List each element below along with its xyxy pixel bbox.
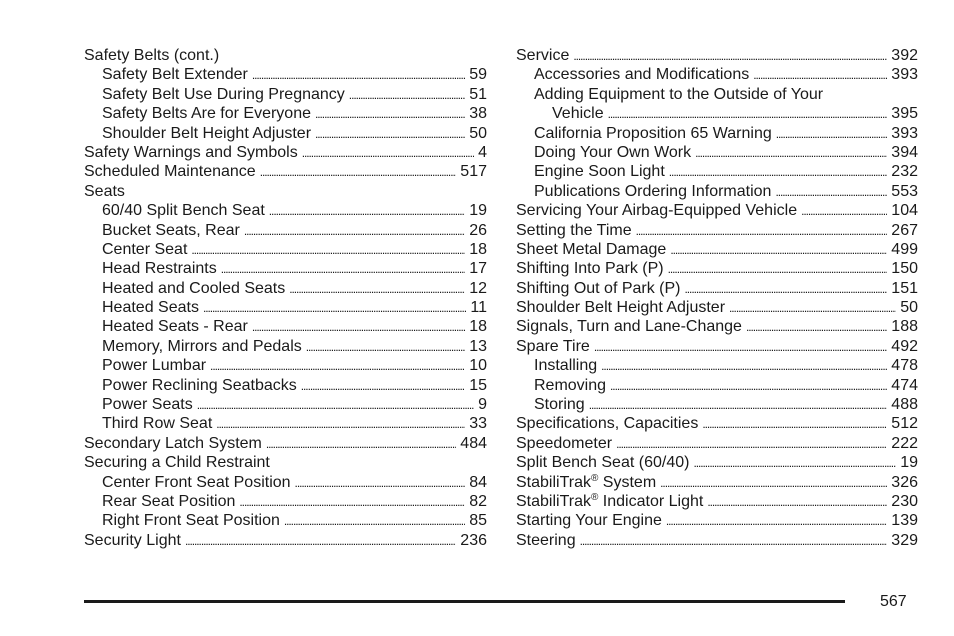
index-term [516,492,703,511]
index-term-text: Heated and Cooled Seats [102,279,286,297]
index-term [516,259,664,278]
index-heading: Seats [84,182,125,200]
index-page-number: 512 [891,415,918,433]
index-entry [516,124,918,143]
index-term [102,104,311,123]
index-page-number: 499 [891,240,918,258]
index-entry [84,162,487,181]
index-term [102,298,199,317]
index-entry [516,317,918,336]
index-page-number: 392 [891,47,918,64]
dot-leader [221,259,465,279]
index-page-number: 50 [900,299,918,317]
index-term [516,279,681,298]
index-entry [516,511,918,530]
index-term [516,337,590,356]
index-term-text: Sheet Metal Damage [516,240,667,258]
index-term-text: StabiliTrak [516,492,591,510]
index-term-text: Steering [516,531,576,549]
index-page-number: 267 [891,221,918,239]
index-entry [516,356,918,375]
index-term [102,201,265,220]
index-entry [84,376,487,395]
dot-leader [594,337,887,357]
index-page-number: 151 [891,279,918,297]
index-term [102,395,193,414]
index-entry [516,376,918,395]
index-term-text: Engine Soon Light [534,163,665,181]
index-entry [516,240,918,259]
dot-leader [301,376,465,396]
index-page-number: 15 [469,376,487,394]
index-term-text: Doing Your Own Work [534,143,692,161]
index-term-text: Accessories and Modifications [534,66,750,84]
index-entry [84,259,487,278]
index-term [102,473,291,492]
index-page-number: 104 [891,202,918,220]
index-page-number: 474 [891,376,918,394]
index-entry [516,259,918,278]
index-term-text: Storing [534,396,585,414]
index-term-text: Shoulder Belt Height Adjuster [102,124,312,142]
index-term [102,317,248,336]
dot-leader [753,65,887,85]
index-page-number: 488 [891,396,918,414]
index-entry [84,337,487,356]
index-entry [84,104,487,123]
index-term-text: Safety Belt Extender [102,66,248,84]
index-page-number: 222 [891,434,918,452]
dot-leader [573,46,887,66]
dot-leader [670,240,887,260]
dot-leader [216,414,465,434]
index-entry [516,298,918,317]
index-column-left [84,46,487,550]
index-term-text: Secondary Latch System [84,434,262,452]
dot-leader [668,259,888,279]
dot-leader [610,376,887,396]
index-page-number: 4 [478,143,487,161]
index-page-number: 17 [469,260,487,278]
index-page-number: 150 [891,260,918,278]
index-page-number: 553 [891,182,918,200]
index-term [516,201,797,220]
index-page-number: 11 [470,299,487,317]
index-term-text: Head Restraints [102,260,217,278]
index-page-number: 395 [891,105,918,123]
index-term-text: Shifting Out of Park (P) [516,279,681,297]
index-page-number: 19 [469,202,487,220]
index-term-text: Spare Tire [516,337,590,355]
dot-leader [746,317,887,337]
dot-leader [580,531,888,551]
index-entry [516,531,918,550]
index-page-number: 38 [469,105,487,123]
index-entry [84,395,487,414]
index-entry [84,85,487,104]
index-entry [84,531,487,550]
index-page-number: 492 [891,337,918,355]
index-term [516,221,632,240]
index-term-text: Shoulder Belt Height Adjuster [516,299,726,317]
dot-leader [269,201,465,221]
index-page-number: 85 [469,512,487,530]
index-term [84,434,262,453]
index-term-text: Signals, Turn and Lane-Change [516,318,742,336]
index-page-number: 484 [460,434,487,452]
index-page-number: 18 [469,318,487,336]
index-term [102,511,280,530]
index-term [534,162,665,181]
dot-leader [601,356,887,376]
index-term [102,259,217,278]
index-entry [516,414,918,433]
index-term [102,124,311,143]
index-entry [516,201,918,220]
index-term-text: Shifting Into Park (P) [516,260,664,278]
index-term-text: Power Lumbar [102,357,207,375]
index-entry [84,511,487,530]
index-page-number: 139 [891,512,918,530]
index-entry [516,46,918,65]
index-term-text: Specifications, Capacities [516,415,699,433]
index-page-number: 33 [469,415,487,433]
dot-leader [729,298,896,318]
index-term-text: Vehicle [552,105,604,123]
index-term [102,414,212,433]
index-page-number: 478 [891,357,918,375]
index-entry [516,143,918,162]
index-term-text: Split Bench Seat (60/40) [516,454,690,472]
index-term [516,434,612,453]
index-term-text: California Proposition 65 Warning [534,124,772,142]
index-page-number: 19 [900,454,918,472]
index-term-text: Installing [534,357,598,375]
index-term [516,473,656,492]
index-term-text: Setting the Time [516,221,632,239]
index-term-text: Publications Ordering Information [534,182,772,200]
index-entry [84,143,487,162]
dot-leader [616,434,887,454]
index-entry [84,317,487,336]
index-term [516,240,666,259]
index-heading: Adding Equipment to the Outside of Your [534,85,824,103]
index-entry [516,65,918,84]
index-page-number: 329 [891,531,918,549]
dot-leader [685,279,888,299]
index-term [102,337,302,356]
index-term [534,182,771,201]
index-term [534,143,691,162]
registered-mark: ® [590,472,599,484]
index-term-text: Safety Belt Use During Pregnancy [102,85,345,103]
index-heading: Securing a Child Restraint [84,454,270,472]
index-entry [84,473,487,492]
dot-leader [239,492,465,512]
index-term-text: 60/40 Split Bench Seat [102,202,265,220]
index-term [516,453,689,472]
index-term [102,356,206,375]
index-entry [516,473,918,492]
index-term-text: Security Light [84,531,181,549]
dot-leader [636,221,888,241]
index-entry [516,395,918,414]
index-page-number: 50 [469,124,487,142]
dot-leader [660,473,887,493]
index-term [516,46,569,65]
dot-leader [702,414,887,434]
index-term [534,395,585,414]
registered-mark: ® [590,491,599,503]
dot-leader [707,492,887,512]
page-number: 567 [880,593,907,610]
dot-leader [252,65,465,85]
index-page-number: 326 [891,473,918,491]
dot-leader [315,124,465,144]
index-term-text: Right Front Seat Position [102,512,280,530]
dot-leader [203,298,466,318]
index-entry [84,240,487,259]
index-entry [516,492,918,511]
index-page-number: 26 [469,221,487,239]
index-heading: Safety Belts (cont.) [84,47,220,64]
index-entry [84,414,487,433]
index-page-number: 9 [478,396,487,414]
dot-leader [260,162,457,182]
index-entry [516,337,918,356]
index-term-text: Bucket Seats, Rear [102,221,240,239]
index-page-number: 236 [460,531,487,549]
dot-leader [306,337,465,357]
index-entry [84,298,487,317]
dot-leader [302,143,474,163]
index-page-number: 82 [469,492,487,510]
index-entry [516,453,918,472]
index-term-text: Third Row Seat [102,415,213,433]
index-term [552,104,604,123]
index-term-text: Heated Seats [102,299,199,317]
dot-leader [284,511,465,531]
index-term-text: Power Reclining Seatbacks [102,376,297,394]
dot-leader [666,511,887,531]
index-page-number: 393 [891,66,918,84]
index-entry [84,492,487,511]
index-term-text: Safety Warnings and Symbols [84,143,298,161]
dot-leader [197,395,474,415]
dot-leader [295,473,466,493]
index-term [84,531,181,550]
index-term-text: Rear Seat Position [102,492,236,510]
index-term [516,414,698,433]
index-entry [84,356,487,375]
index-term [534,356,597,375]
dot-leader [266,434,456,454]
index-term [534,376,606,395]
dot-leader [589,395,888,415]
index-term [102,492,235,511]
index-page-number: 84 [469,473,487,491]
index-term [84,143,298,162]
index-term [102,85,345,104]
index-term-text: Safety Belts Are for Everyone [102,105,311,123]
index-page-number: 18 [469,240,487,258]
index-term-text: Service [516,47,570,64]
dot-leader [693,453,896,473]
index-term [534,124,772,143]
index-term [102,376,297,395]
index-entry [84,221,487,240]
index-entry [516,162,918,181]
index-term-text: Memory, Mirrors and Pedals [102,337,302,355]
index-term-text: Removing [534,376,607,394]
index-term [516,317,742,336]
dot-leader [801,201,887,221]
dot-leader [315,104,465,124]
index-term [516,511,662,530]
index-term [84,162,256,181]
index-entry [516,182,918,201]
dot-leader [775,182,887,202]
index-page-number: 59 [469,66,487,84]
index-term-text: Starting Your Engine [516,512,662,530]
index-entry [516,104,918,123]
index-term-suffix: System [598,473,657,491]
dot-leader [185,531,456,551]
dot-leader [349,85,465,105]
dot-leader [289,279,465,299]
index-term [102,240,187,259]
index-page-number: 10 [469,357,487,375]
index-term-text: StabiliTrak [516,473,591,491]
index-term [102,221,240,240]
dot-leader [191,240,465,260]
index-column-right [516,46,918,550]
dot-leader [695,143,887,163]
index-entry [84,434,487,453]
index-term [102,279,285,298]
index-entry [516,434,918,453]
index-term-text: Servicing Your Airbag-Equipped Vehicle [516,202,798,220]
index-page-number: 232 [891,163,918,181]
index-entry [84,124,487,143]
index-term [516,531,576,550]
index-page-number: 393 [891,124,918,142]
index-entry [84,279,487,298]
index-entry [516,221,918,240]
index-term [534,65,749,84]
index-term-text: Center Seat [102,240,188,258]
index-term-text: Center Front Seat Position [102,473,291,491]
dot-leader [252,317,465,337]
dot-leader [669,162,888,182]
dot-leader [608,104,888,124]
index-page-number: 188 [891,318,918,336]
index-page-number: 394 [891,143,918,161]
index-entry [84,65,487,84]
index-term [102,65,248,84]
dot-leader [210,356,465,376]
index-term [516,298,725,317]
index-term-text: Heated Seats - Rear [102,318,248,336]
index-page-number: 13 [469,337,487,355]
index-term-suffix: Indicator Light [598,492,704,510]
index-entry [84,201,487,220]
index-page-number: 51 [469,85,487,103]
dot-leader [776,124,888,144]
dot-leader [244,221,465,241]
index-term-text: Power Seats [102,396,193,414]
footer-rule [84,600,845,603]
index-page-number: 12 [469,279,487,297]
index-term-text: Speedometer [516,434,613,452]
index-entry [516,279,918,298]
index-term-text: Scheduled Maintenance [84,163,256,181]
index-page-number: 517 [460,163,487,181]
index-page-number: 230 [891,492,918,510]
